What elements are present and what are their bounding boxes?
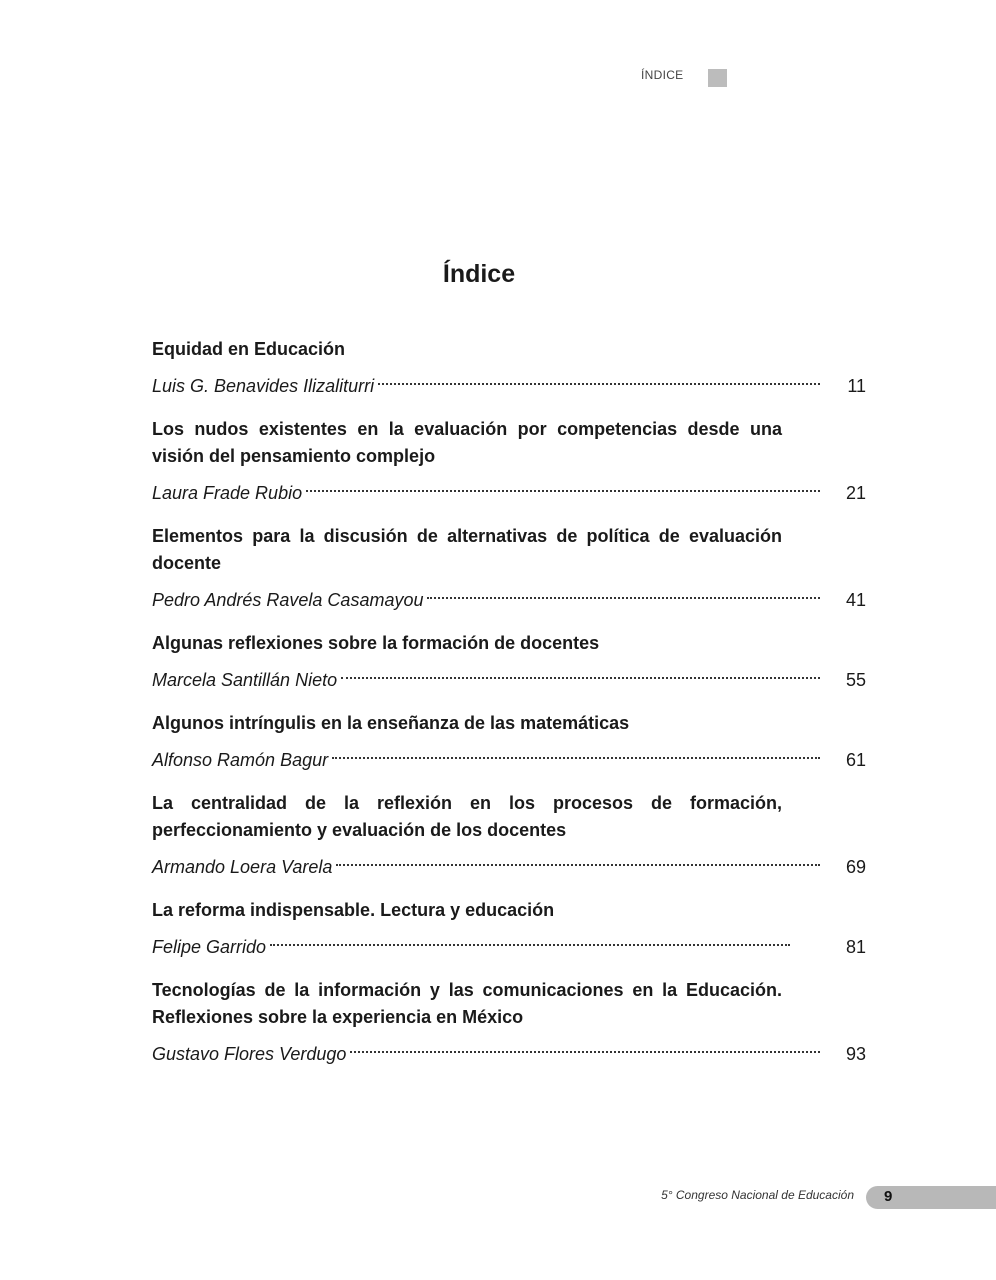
toc-entry[interactable] bbox=[152, 416, 866, 503]
toc-entry-author: Felipe Garrido bbox=[152, 937, 267, 957]
toc-entry-page: 41 bbox=[845, 590, 866, 610]
toc-entry-author: Gustavo Flores Verdugo bbox=[152, 1044, 347, 1064]
toc-entry[interactable] bbox=[152, 977, 866, 1064]
toc-entry-author: Pedro Andrés Ravela Casamayou bbox=[152, 590, 424, 610]
toc-entry-author: Laura Frade Rubio bbox=[152, 483, 303, 503]
toc-entry-title: La reforma indispensable. Lectura y educación bbox=[152, 900, 555, 920]
toc-entry[interactable] bbox=[152, 897, 866, 957]
toc-entry-author: Alfonso Ramón Bagur bbox=[152, 750, 329, 770]
table-of-contents bbox=[152, 336, 866, 1084]
toc-entry-page: 81 bbox=[845, 937, 866, 957]
toc-entry-page: 11 bbox=[847, 376, 866, 396]
leader-dots bbox=[336, 837, 820, 866]
toc-entry-title: Elementos para la discusión de alternativas de política de evaluación docente bbox=[152, 526, 782, 573]
leader-dots bbox=[341, 650, 820, 679]
footer-page-tab bbox=[866, 1186, 996, 1209]
toc-entry-page: 61 bbox=[845, 750, 866, 770]
toc-entry-page: 69 bbox=[845, 857, 866, 877]
toc-entry-title: Los nudos existentes en la evaluación por competencias desde una visión del pensamiento complejo bbox=[152, 419, 782, 466]
page-title: Índice bbox=[442, 259, 516, 288]
leader-dots bbox=[306, 463, 820, 492]
toc-entry[interactable] bbox=[152, 523, 866, 610]
running-header-title: ÍNDICE bbox=[641, 68, 684, 82]
toc-entry[interactable] bbox=[152, 630, 866, 690]
leader-dots bbox=[332, 730, 820, 759]
toc-entry-title: La centralidad de la reflexión en los procesos de formación, perfeccionamiento y evaluación de los docentes bbox=[152, 793, 782, 840]
toc-entry-author: Armando Loera Varela bbox=[152, 857, 333, 877]
leader-dots bbox=[350, 1024, 820, 1053]
toc-entry-page: 21 bbox=[845, 483, 866, 503]
toc-entry-page: 55 bbox=[845, 670, 866, 690]
toc-entry-title: Tecnologías de la información y las comunicaciones en la Educación. Reflexiones sobre la experiencia en México bbox=[152, 980, 782, 1027]
leader-dots bbox=[270, 917, 790, 946]
toc-entry[interactable] bbox=[152, 790, 866, 877]
toc-entry-title: Algunas reflexiones sobre la formación de docentes bbox=[152, 633, 600, 653]
toc-entry-title: Algunos intríngulis en la enseñanza de las matemáticas bbox=[152, 713, 630, 733]
footer-page-number: 9 bbox=[884, 1188, 893, 1205]
leader-dots bbox=[427, 570, 820, 599]
leader-dots bbox=[378, 356, 820, 385]
toc-entry-page: 93 bbox=[845, 1044, 866, 1064]
toc-entry-author: Luis G. Benavides Ilizaliturri bbox=[152, 376, 375, 396]
toc-entry-author: Marcela Santillán Nieto bbox=[152, 670, 338, 690]
toc-entry[interactable] bbox=[152, 336, 866, 396]
footer-publication-title: 5° Congreso Nacional de Educación bbox=[661, 1188, 854, 1202]
header-marker-square bbox=[708, 69, 727, 87]
toc-entry[interactable] bbox=[152, 710, 866, 770]
toc-entry-title: Equidad en Educación bbox=[152, 339, 346, 359]
